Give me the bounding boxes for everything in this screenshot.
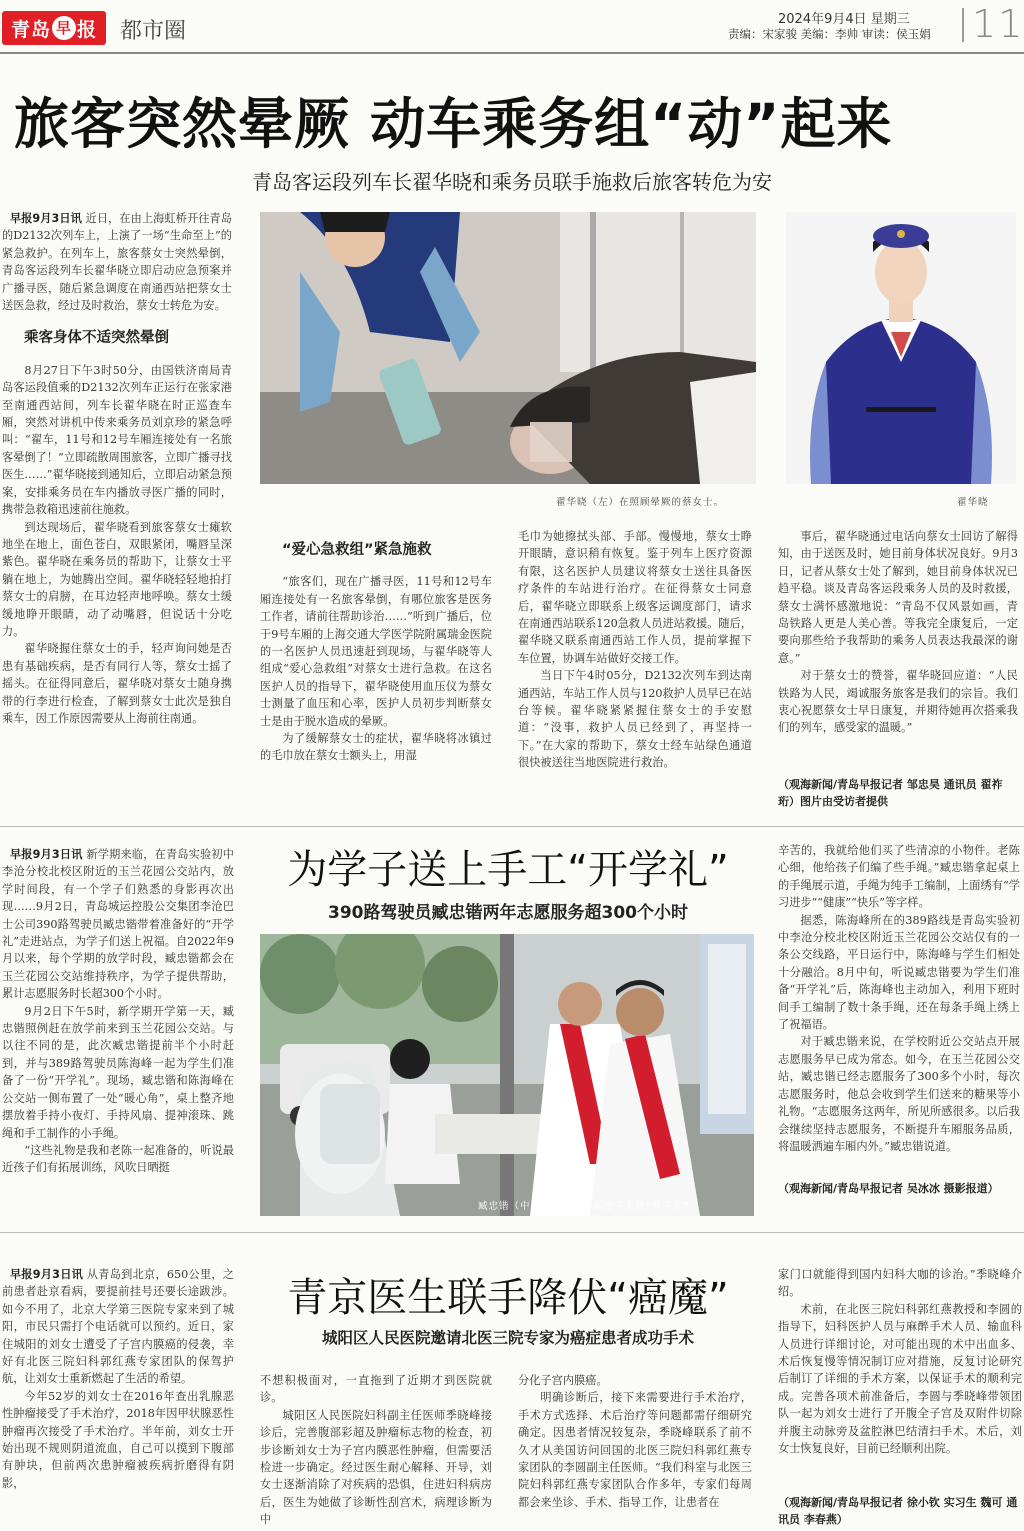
page-number-divider [962,8,964,42]
story2-right-para: 对于臧忠锴来说，在学校附近公交站点开展志愿服务早已成为常态。如今，在玉兰花园公交站，臧忠锴已经志愿服务了300多个小时，每次志愿服务时，他总会收到学生们送来的糖果等小礼物。“志愿服务这两年，所见所感很多。以后我会继续坚持志愿服务，不断提升车厢服务品质，将温暖洒遍车厢内外。”臧忠锴说道。 [778,1035,1020,1153]
masthead [0,0,1024,52]
story2-right-para: 辛苦的，我就给他们买了些清凉的小物件。老陈心细，他给孩子们编了些手绳。”臧忠锴拿起桌上的手绳展示道，手绳为纯手工编制，上面绣有“学习进步”“健康”“快乐”等字样。 [778,844,1020,910]
story1-column-2 [260,538,492,810]
rescue-scene-illustration [260,212,756,484]
page-number: 11 [972,2,1024,46]
story1-photo2-caption: 翟华晓 [957,497,989,508]
conductor-portrait-illustration [786,212,1016,484]
story1-subhead-1: 乘客身体不适突然晕倒 [24,330,169,347]
story2-dateline: 早报9月3日讯 [9,848,83,861]
story1-lead: 近日，在由上海虹桥开往青岛的D2132次列车上，上演了一场“生命至上”的紧急救护。在列车上，旅客蔡女士突然晕倒，青岛客运段列车长翟华晓立即启动应急预案并广播寻医，随后紧急调度在南通西站把蔡女士送医急救，经过及时救治，蔡女士转危为安。 [2,212,232,313]
story3-column-left [2,1266,234,1528]
story1-col2-para: “旅客们，现在广播寻医，11号和12号车厢连接处有一名旅客晕倒，有哪位旅客是医务工作者，请前往帮助诊治……”听到广播后，位于9号车厢的上海交通大学医学院附属瑞金医院的一名医护人员迅速赶到现场，与翟华晓等人组成“爱心急救组”对蔡女士进行急救。在这名医护人员的指导下，翟华晓使用血压仪为蔡女士测量了血压和心率，医护人员初步判断蔡女士是由于脱水造成的晕厥。 [260,575,492,728]
story-divider [0,1232,1024,1233]
editor-credits: 责编：宋家骏 美编：李帅 审读：侯玉娟 [728,27,931,41]
story3-right-para: 术前，在北医三院妇科郭红燕教授和李圆的指导下，妇科医护人员与麻醉手术人员、输血科人员进行详细讨论，对可能出现的术中出血多、术后恢复慢等情况制订应对措施，反复讨论研究后制订了详细的手术方案，以保证手术的顺利完成。完善各项术前准备后，李圆与季晓峰带领团队一起为刘女士进行了开腹全子宫及双附件切除并腹主动脉旁及盆腔淋巴结清扫手术。术后，刘女士恢复良好，目前已经顺利出院。 [778,1302,1022,1456]
story2-left-para: 9月2日下午5时，新学期开学第一天，臧忠锴照例赶在放学前来到玉兰花园公交站。与以往不同的是，此次臧忠锴提前半个小时赶到，并与389路驾驶员陈海峰一起为学生们准备了一份“开学礼”。现场，臧忠锴和陈海峰在公交站一侧布置了一处“暖心角”，桌上整齐地摆放着手持小夜灯、手持风扇、提神滚珠、跳绳和手工制作的小手绳。 [2,1004,234,1140]
story1-col2-para: 为了缓解蔡女士的症状，翟华晓将冰镇过的毛巾放在蔡女士额头上，用湿 [260,732,492,763]
story1-col1-para: 到达现场后，翟华晓看到旅客蔡女士瘫软地坐在地上，面色苍白，双眼紧闭，嘴唇呈深紫色。翟华晓在乘务员的帮助下，让蔡女士平躺在地上，为她腾出空间。翟华晓轻轻地拍打蔡女士的肩膀，在耳边轻声地呼唤。蔡女士缓缓地睁开眼睛，动了动嘴唇，但说话十分吃力。 [2,520,232,638]
issue-date: 2024年9月4日 星期三 [778,12,910,27]
story3-left-para: 从青岛到北京，650公里，之前患者赴京看病，要提前挂号还要长途跋涉。如今不用了，北京大学第三医院专家来到了城阳，市民只需打个电话就可以预约。近日，家住城阳的刘女士遭受了子宫内膜癌的侵袭，幸好有北医三院妇科郭红燕专家团队的保驾护航，让刘女士重新燃起了生活的希望。 [2,1268,234,1386]
logo-text-bao: 报 [77,18,98,41]
story2-left-para: “这些礼物是我和老陈一起准备的，听说最近孩子们有拓展训练，风吹日晒挺 [2,1143,234,1175]
story1-subheadline: 青岛客运段列车长翟华晓和乘务员联手施救后旅客转危为安 [252,170,772,194]
story1-dateline: 早报9月3日讯 [9,212,82,225]
story3-column-2 [260,1372,492,1528]
story3-byline: （观海新闻/青岛早报记者 徐小钦 实习生 魏可 通讯员 李春燕） [778,1496,1018,1526]
story1-col3-para: 当日下午4时05分，D2132次列车到达南通西站，车站工作人员与120救护人员早已在站台等候。翟华晓紧紧握住蔡女士的手安慰道：“没事，救护人员已经到了，再坚持一下。”在大家的帮助下，蔡女士经车站绿色通道很快被送往当地医院进行救治。 [518,669,752,770]
story3-left-para: 今年52岁的刘女士在2016年查出乳腺恶性肿瘤接受了手术治疗，2018年因甲状腺恶性肿瘤再次接受了手术治疗。半年前，刘女士开始出现不规则阴道流血，自己可以摸到下腹部有肿块，但前两次患肿瘤被疾病折磨得有阴影， [2,1389,234,1490]
story1-col4-para: 事后，翟华晓通过电话向蔡女士回访了解得知，由于送医及时，她目前身体状况良好。9月3日，记者从蔡女士处了解到，她目前身体状况已趋平稳。谈及青岛客运段乘务人员的及时救援，蔡女士满怀感激地说：“青岛不仅风景如画，青岛铁路人更是人美心善。等我完全康复后，一定要向那些给予我帮助的乘务人员表达我最深的谢意。” [778,530,1018,665]
story3-col3-para: 明确诊断后，接下来需要进行手术治疗，手术方式选择、术后治疗等问题都需仔细研究确定。因患者情况较复杂，季晓峰联系了前不久才从美国访问回国的北医三院妇科郭红燕专家团队的李圆副主任医师。“我们科室与北医三院妇科郭红燕专家团队合作多年，专家们每周都会来坐诊、手术、指导工作，让患者在 [518,1391,752,1509]
story2-photo-caption: 臧忠锴（中）和陈海峰一起给学生送“开学礼”。 [478,1201,700,1212]
story2-column-right [778,842,1020,1182]
logo-sun-mark: 早 [52,16,76,40]
story-divider [0,826,1024,827]
story1-column-3 [518,528,752,810]
story3-col2-para: 不想积极面对，一直拖到了近期才到医院就诊。 [260,1374,492,1405]
logo-text-qingdao: 青岛 [10,18,51,41]
story1-photo1-caption: 翟华晓（左）在照顾晕厥的蔡女士。 [556,497,725,508]
story3-right-para: 家门口就能得到国内妇科大咖的诊治。”季晓峰介绍。 [778,1268,1022,1299]
story1-col3-para: 毛巾为她擦拭头部、手部。慢慢地，蔡女士睁开眼睛，意识稍有恢复。鉴于列车上医疗资源有限，这名医护人员建议将蔡女士送往具备医疗条件的车站进行治疗。在征得蔡女士同意后，翟华晓立即联系上级客运调度部门，请求在南通西站联系120急救人员进站救援。随后，翟华晓又联系南通西站工作人员，提前掌握下车位置，协调车站做好交接工作。 [518,530,752,665]
story3-column-right [778,1266,1022,1494]
story3-col3-para: 分化子宫内膜癌。 [518,1374,608,1387]
newspaper-logo [2,11,106,45]
story3-headline: 青京医生联手降伏“癌魔” [287,1275,729,1321]
story1-col1-para: 翟华晓握住蔡女士的手，轻声询问她是否患有基础疾病，是否有同行人等，蔡女士摇了摇头。在征得同意后，翟华晓对蔡女士随身携带的行李进行检查，了解到蔡女士此次是独自乘车，因工作原因需要从上海前往南通。 [2,642,232,725]
section-name: 都市圈 [120,19,187,44]
story3-column-3 [518,1372,752,1528]
story2-photo [260,934,754,1216]
story3-subheadline: 城阳区人民医院邀请北医三院专家为癌症患者成功手术 [321,1329,694,1347]
story1-photo-rescue [260,212,756,484]
story1-byline: （观海新闻/青岛早报记者 邹忠昊 通讯员 翟祚珩）图片由受访者提供 [778,778,1003,808]
story2-right-para: 据悉，陈海峰所在的389路线是青岛实验初中李沧分校北校区附近玉兰花园公交站仅有的一条公交线路，平日运行中，陈海峰与学生们相处十分融洽。8月中旬，听说臧忠锴要为学生们准备“开学礼”后，陈海峰也主动加入，利用下班时间手工编制了数十条手绳，还在每条手绳上绣上了祝福语。 [778,913,1020,1032]
story2-column-left [2,846,234,1214]
story1-col1-para: 8月27日下午3时50分，由国铁济南局青岛客运段值乘的D2132次列车正运行在张家港至南通西站间，列车长翟华晓在时正巡查车厢，突然对讲机中传来乘务员刘京珍的紧急呼叫：“翟车，11号和12号车厢连接处有一名旅客晕倒了！”立即疏散周围旅客，立即广播寻找医生……”翟华晓接到通知后，立即启动紧急预案，安排乘务员在车内播放寻医广播的同时，携带急救箱迅速前往施救。 [2,363,232,517]
bus-stop-scene-illustration [260,934,754,1216]
story3-dateline: 早报9月3日讯 [9,1268,84,1281]
masthead-rule [0,52,1024,54]
story2-headline: 为学子送上手工“开学礼” [287,847,729,893]
story3-col2-para: 城阳区人民医院妇科副主任医师季晓峰接诊后，完善腹部彩超及肿瘤标志物的检查，初步诊断刘女士为子宫内膜恶性肿瘤，但需要活检进一步确定。经过医生耐心解释、开导，刘女士逐渐消除了对疾病的恐惧，住进妇科病房后，医生为她做了诊断性刮宫术，病理诊断为中 [260,1408,492,1527]
story1-photo-portrait [786,212,1016,484]
story1-column-4 [778,528,1018,778]
story2-subheadline: 390路驾驶员臧忠锴两年志愿服务超300个小时 [328,903,688,923]
story2-left-para: 新学期来临，在青岛实验初中李沧分校北校区附近的玉兰花园公交站内，放学时间段，有一个学子们熟悉的身影再次出现……9月2日，青岛城运控股公交集团李沧巴士公司390路驾驶员臧忠锴带着准备好的“开学礼”走进站点，为学子们送上祝福。自2022年9月以来，每个学期的放学时段，臧忠锴都会在玉兰花园公交站维持秩序，为学子提供帮助，累计志愿服务时长超300个小时。 [2,848,234,1001]
story2-byline: （观海新闻/青岛早报记者 吴冰冰 摄影报道） [778,1182,999,1195]
story1-headline: 旅客突然晕厥 动车乘务组“动”起来 [14,92,893,156]
story1-subhead-2: “爱心急救组”紧急施救 [282,542,432,558]
story1-col4-para: 对于蔡女士的赞誉，翟华晓回应道：“人民铁路为人民，竭诚服务旅客是我们的宗旨。我们衷心祝愿蔡女士早日康复，并期待她再次搭乘我们的列车，感受家的温暖。” [778,669,1018,735]
story1-column-1 [2,210,232,810]
